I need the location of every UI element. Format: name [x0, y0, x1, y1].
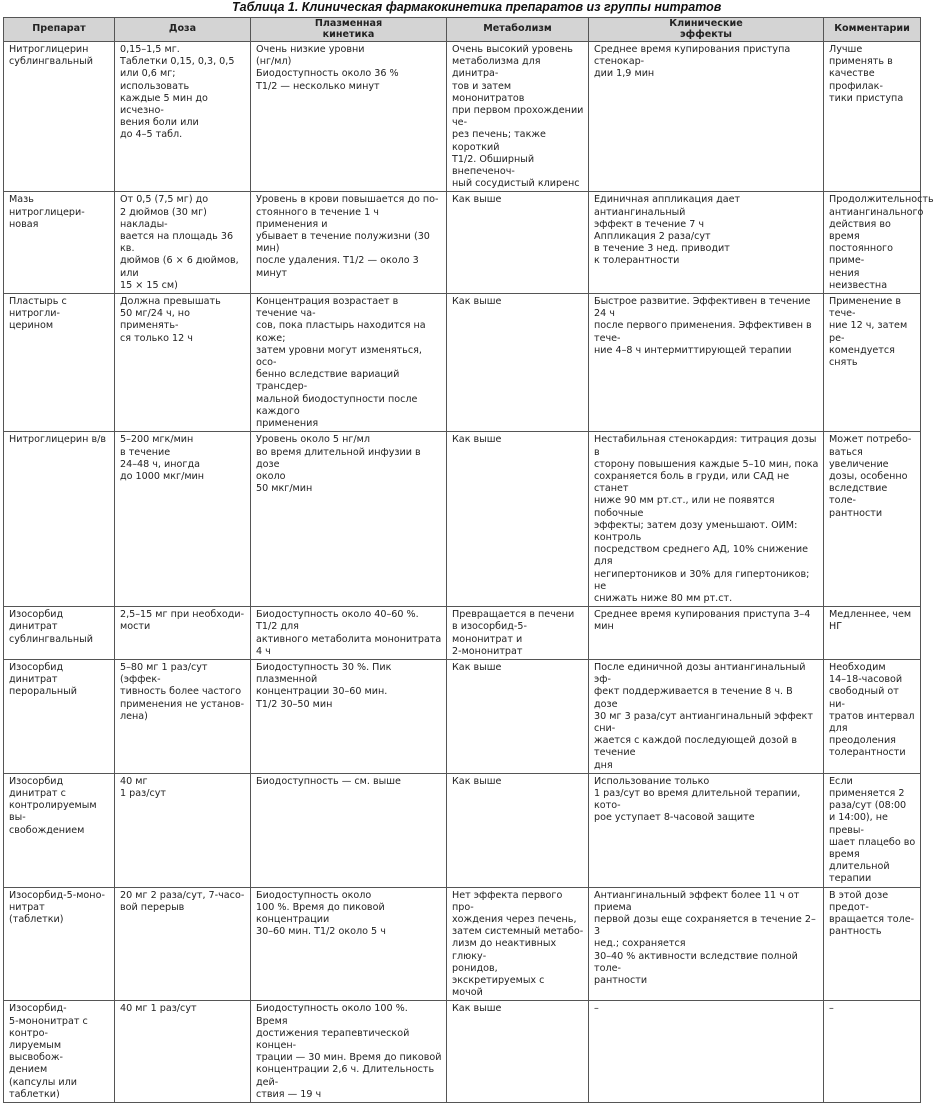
- kinetics-cell: Биодоступность около 100 %. Время достижения терапевтической концен- трации — 30 мин. Время до пиковой концентрации 2,6 ч. Длительность дей- ствия — 19 ч: [251, 1001, 447, 1103]
- table-row: [4, 294, 921, 432]
- drug-cell: Пластырь с нитрогли- церином: [4, 294, 115, 432]
- dose-cell: 5–200 мгк/мин в течение 24–48 ч, иногда до 1000 мкг/мин: [115, 432, 251, 607]
- table-row: [4, 1001, 921, 1103]
- kinetics-cell: Биодоступность около 40–60 %. T1/2 для активного метаболита мононитрата 4 ч: [251, 607, 447, 660]
- comments-cell: Если применяется 2 раза/сут (08:00 и 14:00), не превы- шает плацебо во время длительной терапии: [824, 773, 921, 887]
- dose-cell: 40 мг 1 раз/сут: [115, 773, 251, 887]
- metabolism-cell: Как выше: [447, 659, 589, 773]
- metabolism-cell: Как выше: [447, 192, 589, 294]
- table-row: [4, 42, 921, 192]
- dose-cell: 20 мг 2 раза/сут, 7-часо- вой перерыв: [115, 887, 251, 1001]
- header-cell: Комментарии: [824, 18, 921, 42]
- effects-cell: Быстрое развитие. Эффективен в течение 24 ч после первого применения. Эффективен в тече- ние 4–8 ч интермиттирующей терапии: [589, 294, 824, 432]
- comments-cell: Необходим 14–18-часовой свободный от ни- тратов интервал для преодоления толерантности: [824, 659, 921, 773]
- drug-cell: Изосорбид- 5-мононитрат с контро- лируемым высвобож- дением (капсулы или таблетки): [4, 1001, 115, 1103]
- effects-cell: Антиангинальный эффект более 11 ч от приема первой дозы еще сохраняется в течение 2–3 нед.; сохраняется 30–40 % активности вследствие полной толе- рантности: [589, 887, 824, 1001]
- table-row: [4, 432, 921, 607]
- kinetics-cell: Очень низкие уровни (нг/мл) Биодоступность около 36 % T1/2 — несколько минут: [251, 42, 447, 192]
- header-cell: Плазменная кинетика: [251, 18, 447, 42]
- table-row: [4, 773, 921, 887]
- comments-cell: –: [824, 1001, 921, 1103]
- metabolism-cell: Как выше: [447, 773, 589, 887]
- dose-cell: 5–80 мг 1 раз/сут (эффек- тивность более частого применения не установ- лена): [115, 659, 251, 773]
- drug-cell: Изосорбид-5-моно- нитрат (таблетки): [4, 887, 115, 1001]
- kinetics-cell: Уровень около 5 нг/мл во время длительной инфузии в дозе около 50 мкг/мин: [251, 432, 447, 607]
- effects-cell: Использование только 1 раз/сут во время длительной терапии, кото- рое уступает 8-часовой защите: [589, 773, 824, 887]
- drug-cell: Изосорбид динитрат пероральный: [4, 659, 115, 773]
- comments-cell: Медленнее, чем НГ: [824, 607, 921, 660]
- metabolism-cell: Как выше: [447, 432, 589, 607]
- drug-cell: Нитроглицерин сублингвальный: [4, 42, 115, 192]
- kinetics-cell: Биодоступность 30 %. Пик плазменной концентрации 30–60 мин. T1/2 30–50 мин: [251, 659, 447, 773]
- comments-cell: Продолжительность антиангинального действия во время постоянного приме- нения неизвестна: [824, 192, 921, 294]
- table-row: [4, 192, 921, 294]
- comments-cell: Применение в тече- ние 12 ч, затем ре- комендуется снять: [824, 294, 921, 432]
- comments-cell: Лучше применять в качестве профилак- тики приступа: [824, 42, 921, 192]
- effects-cell: После единичной дозы антиангинальный эф- фект поддерживается в течение 8 ч. В дозе 30 мг 3 раза/сут антиангинальный эффект сни- жается с каждой последующей дозой в течение дня: [589, 659, 824, 773]
- table-title: Таблица 1. Клиническая фармакокинетика препаратов из группы нитратов: [232, 0, 722, 14]
- drug-cell: Нитроглицерин в/в: [4, 432, 115, 607]
- header-cell: Метаболизм: [447, 18, 589, 42]
- header-cell: Препарат: [4, 18, 115, 42]
- metabolism-cell: Как выше: [447, 1001, 589, 1103]
- kinetics-cell: Уровень в крови повышается до по- стоянного в течение 1 ч применения и убывает в течение полужизни (30 мин) после удаления. T1/2 — около 3 минут: [251, 192, 447, 294]
- effects-cell: Среднее время купирования приступа стенокар- дии 1,9 мин: [589, 42, 824, 192]
- table-header-row: [4, 18, 921, 42]
- effects-cell: Среднее время купирования приступа 3–4 мин: [589, 607, 824, 660]
- metabolism-cell: Нет эффекта первого про- хождения через печень, затем системный метабо- лизм до неактивных глюку- ронидов, экскретируемых с мочой: [447, 887, 589, 1001]
- header-cell: Клинические эффекты: [589, 18, 824, 42]
- dose-cell: От 0,5 (7,5 мг) до 2 дюймов (30 мг) наклады- вается на площадь 36 кв. дюймов (6 × 6 дюймов, или 15 × 15 см): [115, 192, 251, 294]
- metabolism-cell: Очень высокий уровень метаболизма для динитра- тов и затем мононитратов при первом прохождении че- рез печень; также короткий T1/2. Обширный внепеченоч- ный сосудистый клиренс: [447, 42, 589, 192]
- drug-cell: Изосорбид динитрат сублингвальный: [4, 607, 115, 660]
- effects-cell: –: [589, 1001, 824, 1103]
- kinetics-cell: Биодоступность — см. выше: [251, 773, 447, 887]
- comments-cell: Может потребо- ваться увеличение дозы, особенно вследствие толе- рантности: [824, 432, 921, 607]
- header-cell: Доза: [115, 18, 251, 42]
- table-row: [4, 607, 921, 660]
- kinetics-cell: Биодоступность около 100 %. Время до пиковой концентрации 30–60 мин. T1/2 около 5 ч: [251, 887, 447, 1001]
- table-row: [4, 887, 921, 1001]
- metabolism-cell: Превращается в печени в изосорбид-5-мононитрат и 2-мононитрат: [447, 607, 589, 660]
- drug-cell: Изосорбид динитрат с контролируемым вы- свобождением: [4, 773, 115, 887]
- effects-cell: Нестабильная стенокардия: титрация дозы в сторону повышения каждые 5–10 мин, пока сохраняется боль в груди, или САД не станет ниже 90 мм рт.ст., или не появятся побочные эффекты; затем дозу уменьшают. ОИМ: контроль посредством среднего АД, 10% снижение для негипертоников и 30% для гипертоников; не снижать ниже 80 мм рт.ст.: [589, 432, 824, 607]
- kinetics-cell: Концентрация возрастает в течение ча- сов, пока пластырь находится на коже; затем уровни могут изменяться, осо- бенно вследствие вариаций трансдер- мальной биодоступности после каждого применения: [251, 294, 447, 432]
- dose-cell: 0,15–1,5 мг. Таблетки 0,15, 0,3, 0,5 или 0,6 мг; использовать каждые 5 мин до исчезно- вения боли или до 4–5 табл.: [115, 42, 251, 192]
- effects-cell: Единичная аппликация дает антиангинальный эффект в течение 7 ч Аппликация 2 раза/сут в течение 3 нед. приводит к толерантности: [589, 192, 824, 294]
- dose-cell: 2,5–15 мг при необходи- мости: [115, 607, 251, 660]
- metabolism-cell: Как выше: [447, 294, 589, 432]
- drug-cell: Мазь нитроглицери- новая: [4, 192, 115, 294]
- comments-cell: В этой дозе предот- вращается толе- рантность: [824, 887, 921, 1001]
- dose-cell: Должна превышать 50 мг/24 ч, но применять- ся только 12 ч: [115, 294, 251, 432]
- dose-cell: 40 мг 1 раз/сут: [115, 1001, 251, 1103]
- nitrates-pharmacokinetics-table: [3, 17, 934, 1103]
- table-row: [4, 659, 921, 773]
